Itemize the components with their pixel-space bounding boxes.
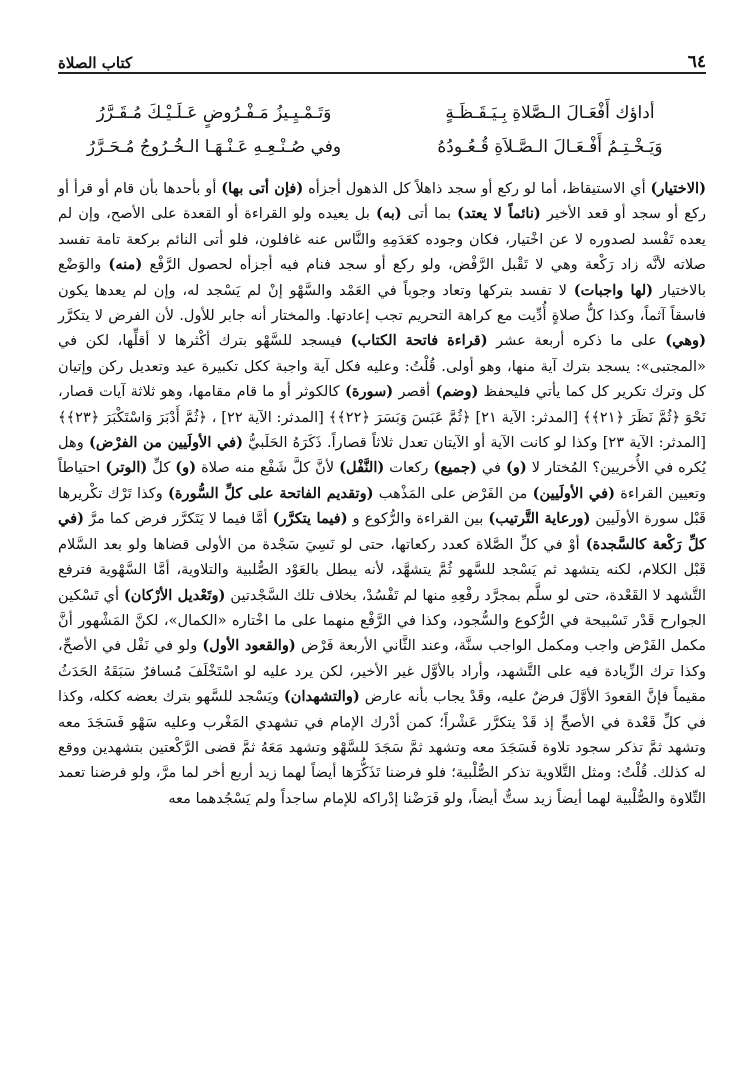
- commentary-segment: كلِّ: [147, 459, 176, 477]
- commentary-segment: أي تَسْكين الجوارح قَدْر تَسْبيحة في الرُّكوع والسُّجود، وكذا في الرَّفْع منهما على ما اخْتاره «الكمال»، لكنَّ المَشْهور أنَّ مكمل الفَرْض واجب ومكمل الواجب سنَّة، وعند الثَّاني الأربعة فَرْض: [58, 586, 707, 655]
- page-header: [58, 44, 706, 74]
- matn-segment: (و): [175, 459, 197, 477]
- verse-first-hemistich: وَيَـخْـتِـمُ أَفْـعَـالَ الـصَّـلاَةِ قُـعُـودُهُ: [437, 137, 663, 157]
- poem-verses: [64, 96, 700, 164]
- matn-segment: (ورعاية التَّرتيب): [488, 510, 591, 528]
- matn-segment: (سورة): [344, 383, 394, 401]
- commentary-segment: بل يعيده ولو القراءة أو القعدة على الأصح، وإن لم يعده تَفْسد لصدوره لا عن اخْتيار، فكان وجوده كعَدَمِهِ والنَّاس عنه غافلون، فلو أتى النائم بركعة تامة تفسد صلاته لأنَّه زاد رَكْعة وهي لا تَقْبل الرَّفْض، ولو ركع أو سجد فنام فيه أجزأه لحصول الرَّفْع: [58, 205, 706, 274]
- commentary-segment: وهل يُكره في الأُخريين؟ المُختار لا: [58, 434, 706, 477]
- matn-segment: (منه): [108, 256, 143, 274]
- matn-segment: (نائماً لا يعتد): [457, 205, 541, 223]
- commentary-segment: ولو في نَفْل في الأصحِّ، وكذا ترك الزِّيادة فيه على التَّشهد، وأراد بالأوَّل غير الأخير، لكن يرد عليه لو اسْتَخْلَفَ مُسافرٌ سَبَقَهُ الحَدَثُ مقيماً فإنَّ القعودَ الأوَّلَ فرضٌ عليه، وقَدْ يجاب بأنه عارض: [58, 637, 706, 706]
- commentary-segment: كالكوثر أو ما قام مقامها، وهو ثلاثة آيات قصار، نَحْوَ ﴿ثُمَّ نَظَرَ ﴿٢١﴾﴾ [المدثر: الآية ٢١] ﴿ثُمَّ عَبَسَ وَبَسَرَ ﴿٢٢﴾﴾ [المدثر: الآية ٢٢] ، ﴿ثُمَّ أَدْبَرَ وَاسْتَكْبَرَ ﴿٢٣﴾﴾ [المدثر: الآية ٢٣] وكذا لو كانت الآية أو الآيتان تعدل ثلاثاً قصاراً. ذَكَرَهُ الحَلَبيُّ: [58, 383, 706, 452]
- matn-segment: (وتقديم الفاتحة على كلِّ السُّورة): [168, 484, 374, 502]
- page-number: ٦٤: [687, 52, 706, 72]
- matn-segment: (به): [375, 205, 402, 223]
- matn-segment: (وهي): [665, 332, 706, 350]
- matn-segment: (وضم): [435, 383, 479, 401]
- commentary-segment: ويَسْجد للسَّهو بترك بعضه ككله، وكذا في كلِّ قَعْدة في الأصحِّ إذ قَدْ يتكرَّر عَشْراً؛ كمن أدْرك الإمام في تشهدي المَغْرب وعليه سَهْو فَسَجَدَ معه وتشهد ثمَّ تذكر سجود تلاوة فَسَجَدَ معه وتشهد ثمَّ سَجَدَ للسَّهْو وتشهد مَعَهُ ثمَّ قضى الرَّكْعتين بتشهدين ووقع له كذلك. قُلْتُ: ومثل التَّلاوية تذكر الصُّلْبية؛ فلو فرضنا تَذَكُّرَها أيضاً لهما زيد أربع أخر لما مرَّ، ولو فرضنا تعمد التِّلاوة والصُّلْبية لهما أيضاً زيد ستٌّ أيضاً، ولو فَرَضْنا إدْراكه للإمام ساجداً ولم يَسْجُدهما معه: [58, 688, 706, 807]
- verse-second-hemistich: وفي صُـنْـعِـهِ عَـنْـهَـا الـخُـرُوجُ مُـحَـرَّرُ: [86, 137, 342, 157]
- matn-segment: (و): [505, 459, 527, 477]
- commentary-segment: وكذا تَرْك تكْريرها قَبْل سورة الأولَيين: [58, 484, 706, 528]
- commentary-segment: أمَّا فيما لا يَتَكرَّر فرض كما مرَّ: [84, 510, 273, 528]
- commentary-text: [58, 176, 706, 811]
- book-page: [58, 44, 706, 811]
- commentary-segment: بين القراءة والرُّكوع و: [347, 510, 489, 528]
- matn-segment: (الوتر): [105, 459, 148, 477]
- verse-line: [64, 96, 700, 130]
- commentary-segment: أي الاستيقاظ، أما لو ركع أو سجد ذاهلاً كل الذهول أجزأه: [303, 180, 651, 197]
- commentary-segment: لا تفسد بتركها وتعاد وجوباً في العَمْد والسَّهْو إنْ لم يَسْجد له، وإن لم يعدها يكون فاسقاً آثماً، وكذا كلُّ صلاةٍ أُدِّيت مع كراهة التحريم تجب إعادتها. والمختار أنه جابر للأول. لأن الفرض لا يتكرَّر: [58, 281, 706, 325]
- commentary-segment: في: [476, 459, 506, 477]
- matn-segment: (النَّفْل): [339, 459, 385, 477]
- commentary-segment: فيسجد للسَّهْو بترك أكْثرها لا أقلِّها، لكن في «المجتبى»: يسجد بترك آية منها، وهو أولى. قُلْتُ: وعليه فكل آية واجبة ككل تكبيرة عيد وتعديل ركن وإتيان كل وترك تكرير كل كما يأتي فليحفظ: [58, 332, 706, 401]
- matn-segment: (في كلِّ رَكْعة كالسَّجدة): [58, 510, 706, 553]
- matn-segment: (الاختيار): [650, 180, 706, 197]
- commentary-segment: ركعات: [384, 459, 434, 477]
- matn-segment: (فيما يتكرَّر): [272, 510, 348, 528]
- matn-segment: (في الأولَيين من الفرْض): [88, 434, 244, 452]
- matn-segment: (قراءة فاتحة الكتاب): [350, 332, 488, 350]
- matn-segment: (جميع): [433, 459, 477, 477]
- paragraph: [58, 176, 706, 811]
- commentary-segment: أقصر: [393, 383, 436, 401]
- commentary-segment: احتياطاً وتعيين القراءة: [58, 459, 707, 502]
- matn-segment: (والقعود الأول): [202, 637, 296, 655]
- matn-segment: (وتَعْديل الأرْكان): [123, 586, 226, 604]
- verse-second-hemistich: وَتَـمْـيِـيزُ مَـفْـرُوضٍ عَـلَـيْـكَ مُـقَـرَّرُ: [96, 103, 332, 123]
- verse-line: [64, 130, 700, 164]
- commentary-segment: من الفَرْض على المَذْهب: [373, 484, 533, 502]
- commentary-segment: بما أتى: [401, 205, 458, 223]
- commentary-segment: أو بأحدها بأن قام أو قرأ أو ركع أو سجد أو قعد الأخير: [58, 180, 707, 223]
- commentary-segment: والوَضْع بالاختيار: [58, 256, 707, 299]
- matn-segment: (والتشهدان): [283, 688, 360, 706]
- matn-segment: (لها واجبات): [573, 281, 654, 299]
- matn-segment: (في الأولَيين): [532, 484, 615, 502]
- commentary-segment: لأنَّ كلَّ شَفْع منه صلاة: [196, 459, 340, 477]
- commentary-segment: على ما ذكره أربعة عشر: [487, 332, 666, 350]
- matn-segment: (فإن أتى بها): [221, 180, 304, 197]
- verse-first-hemistich: أداؤك أَفْعَـالَ الـصَّلاةِ بِـيَـقَـظَـةٍ: [445, 103, 655, 123]
- commentary-segment: أوْ في كلِّ الصَّلاة كعدد ركعاتها، حتى لو نَسِيَ سَجْدة من الأولى قضاها ولو بعد السَّلام قَبْل الكلام، لكنه يتشهد ثم يَسْجد للسَّهو ثُمَّ يتشهَّد، لأنه يبطل بالعَوْد الصُّلبية والتلاوية، أمَّا السَّهْوية فترفع التَّشهد لا القَعْدة، حتى لو سلَّم بمجرَّد رفْعِهِ منها لم تَفْسُدْ، بخلاف تلك السَّجْدتين: [58, 535, 706, 604]
- book-title: كتاب الصلاة: [58, 54, 133, 72]
